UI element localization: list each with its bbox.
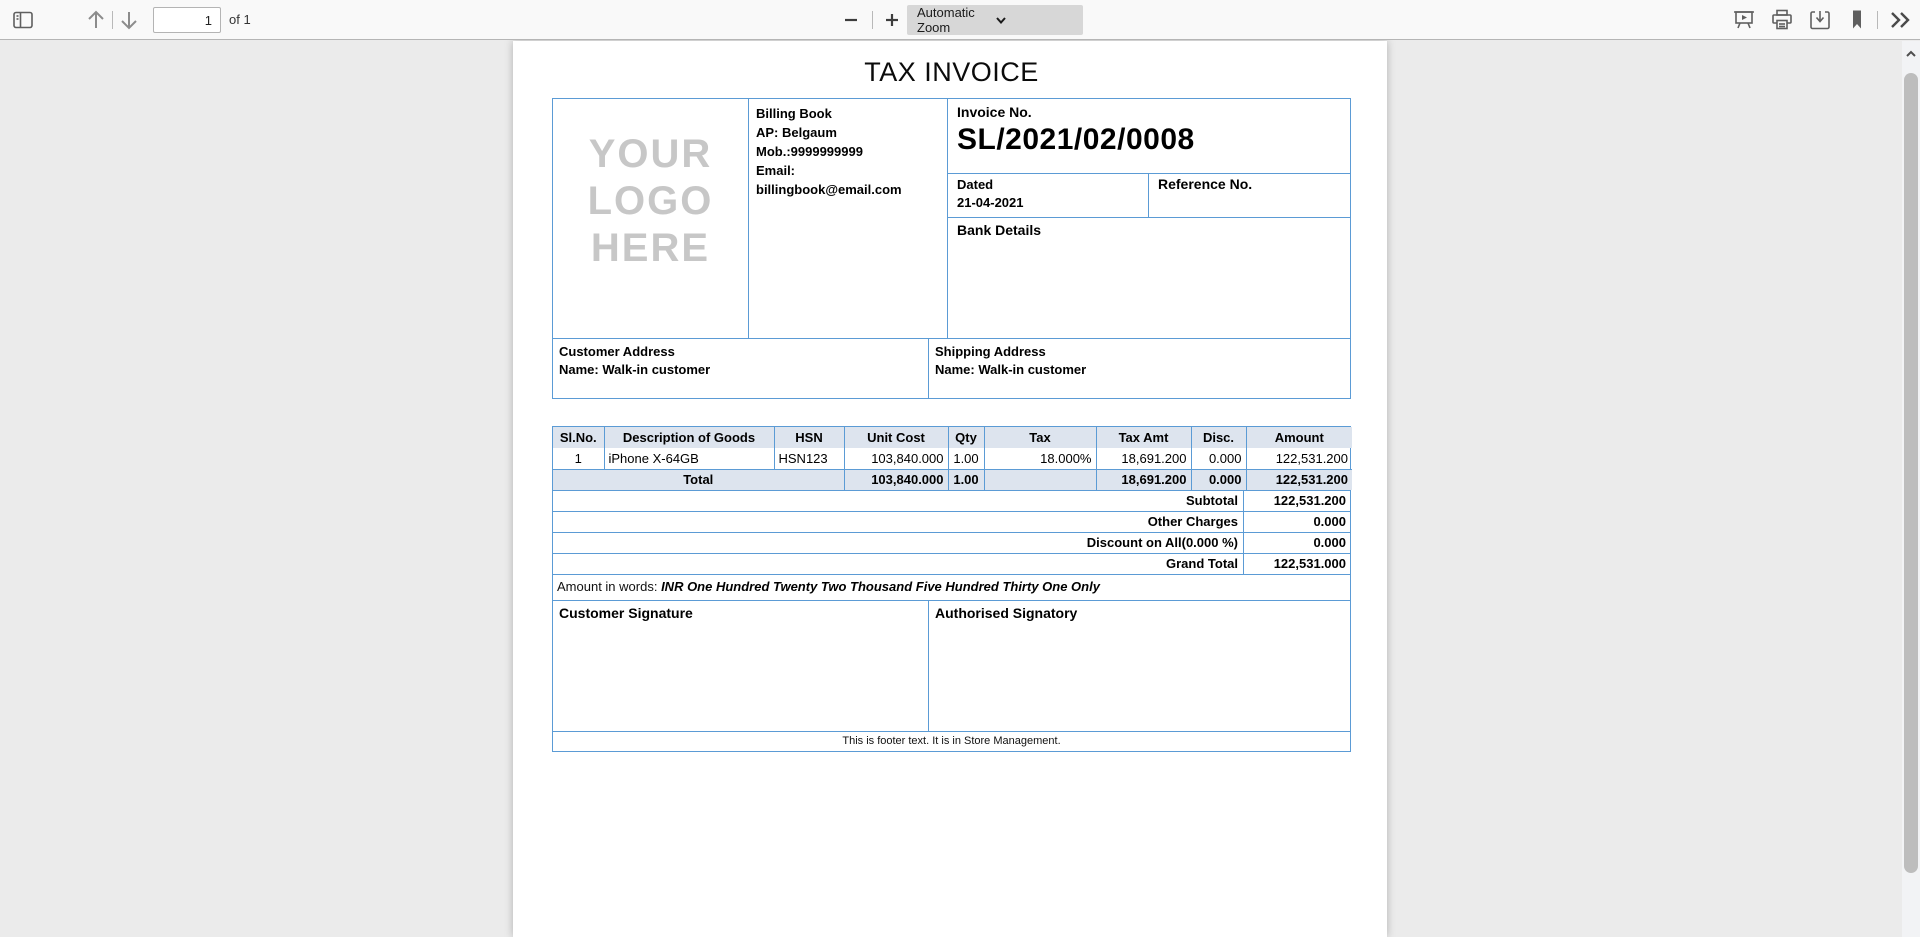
item-qty: 1.00 xyxy=(948,448,984,469)
shipping-address-label: Shipping Address xyxy=(935,344,1046,359)
signature-section xyxy=(553,600,1350,731)
item-tax-amt: 18,691.200 xyxy=(1096,448,1191,469)
download-icon xyxy=(1808,8,1832,32)
total-tax xyxy=(984,469,1096,490)
next-page-button[interactable] xyxy=(115,4,143,36)
summary-value: 122,531.000 xyxy=(1243,554,1350,574)
minus-icon xyxy=(842,11,860,29)
col-header: Amount xyxy=(1246,427,1352,448)
zoom-level-value: Automatic Zoom xyxy=(917,5,975,35)
items-table xyxy=(553,427,1352,490)
summary-value: 0.000 xyxy=(1243,512,1350,532)
items-header-row xyxy=(553,427,1352,448)
shipping-name: Name: Walk-in customer xyxy=(935,362,1087,377)
col-header: Qty xyxy=(948,427,984,448)
more-tools-button[interactable] xyxy=(1884,4,1916,36)
summary-value: 0.000 xyxy=(1243,533,1350,553)
logo-line: HERE xyxy=(590,226,711,270)
summary-label: Subtotal xyxy=(1186,493,1238,508)
sidebar-icon xyxy=(12,9,34,31)
amount-in-words-label: Amount in words: xyxy=(557,579,658,594)
item-disc: 0.000 xyxy=(1191,448,1246,469)
col-header: HSN xyxy=(774,427,844,448)
col-header: Tax Amt xyxy=(1096,427,1191,448)
summary-row xyxy=(553,511,1350,532)
item-tax: 18.000% xyxy=(984,448,1096,469)
bank-details-label: Bank Details xyxy=(957,222,1042,238)
item-description: iPhone X-64GB xyxy=(604,448,774,469)
customer-address-label: Customer Address xyxy=(559,344,675,359)
arrow-down-icon xyxy=(119,9,139,31)
amount-in-words-value: INR One Hundred Twenty Two Thousand Five Hundred Thirty One Only xyxy=(661,579,1100,594)
item-row xyxy=(553,448,1352,469)
zoom-level-select[interactable] xyxy=(907,5,1083,35)
total-label: Total xyxy=(553,469,844,490)
plus-icon xyxy=(883,11,901,29)
scrollbar-thumb[interactable] xyxy=(1904,73,1918,873)
dated-value: 21-04-2021 xyxy=(957,195,1024,210)
total-disc: 0.000 xyxy=(1191,469,1246,490)
toolbar-divider xyxy=(872,11,873,29)
summary-row xyxy=(553,553,1350,574)
invoice-header-block xyxy=(552,98,1351,399)
item-unit-cost: 103,840.000 xyxy=(844,448,948,469)
vertical-scrollbar[interactable] xyxy=(1902,41,1920,937)
col-header: Disc. xyxy=(1191,427,1246,448)
pdf-toolbar xyxy=(0,0,1920,40)
summary-label: Grand Total xyxy=(1166,556,1238,571)
seller-email: billingbook@email.com xyxy=(756,182,902,197)
invoice-number-label: Invoice No. xyxy=(957,104,1032,120)
col-header: Sl.No. xyxy=(553,427,604,448)
seller-details xyxy=(749,99,948,338)
chevron-down-icon xyxy=(995,14,1073,26)
col-header: Tax xyxy=(984,427,1096,448)
reference-number-label: Reference No. xyxy=(1158,176,1253,192)
double-chevron-right-icon xyxy=(1888,10,1912,30)
printer-icon xyxy=(1770,8,1794,32)
seller-name: Billing Book xyxy=(756,106,832,121)
item-hsn: HSN123 xyxy=(774,448,844,469)
logo-placeholder xyxy=(553,99,749,338)
reference-number-cell xyxy=(1149,174,1350,217)
invoice-number-value: SL/2021/02/0008 xyxy=(957,123,1195,156)
seller-mobile: Mob.:9999999999 xyxy=(756,144,863,159)
total-amount: 122,531.200 xyxy=(1246,469,1352,490)
customer-signature-cell xyxy=(553,601,929,731)
amount-in-words-row xyxy=(553,574,1350,600)
authorised-signatory-label: Authorised Signatory xyxy=(935,605,1078,621)
bookmark-icon xyxy=(1847,8,1867,32)
dated-label: Dated xyxy=(957,177,994,192)
previous-page-button[interactable] xyxy=(82,4,110,36)
summary-row xyxy=(553,490,1350,511)
items-total-row xyxy=(553,469,1352,490)
shipping-address-cell xyxy=(929,339,1350,398)
item-slno: 1 xyxy=(574,450,582,466)
toolbar-divider xyxy=(1877,11,1878,29)
toggle-sidebar-button[interactable] xyxy=(8,4,38,36)
col-header: Description of Goods xyxy=(604,427,774,448)
logo-line: YOUR xyxy=(588,132,713,176)
logo-line: LOGO xyxy=(587,179,714,223)
zoom-out-button[interactable] xyxy=(836,4,866,36)
customer-address-cell xyxy=(553,339,929,398)
arrow-up-icon xyxy=(86,9,106,31)
invoice-body-block xyxy=(552,426,1351,752)
page-count-label: of 1 xyxy=(229,12,251,27)
col-header: Unit Cost xyxy=(844,427,948,448)
bank-details-cell xyxy=(948,218,1350,338)
current-view-button[interactable] xyxy=(1842,4,1872,36)
invoice-footer: This is footer text. It is in Store Management. xyxy=(553,731,1350,751)
viewer-area xyxy=(0,41,1920,937)
download-button[interactable] xyxy=(1804,4,1836,36)
invoice-title: TAX INVOICE xyxy=(864,57,1039,87)
customer-name: Name: Walk-in customer xyxy=(559,362,711,377)
total-qty: 1.00 xyxy=(948,469,984,490)
invoice-number-cell xyxy=(948,99,1350,174)
total-unit-cost: 103,840.000 xyxy=(844,469,948,490)
seller-address: AP: Belgaum xyxy=(756,125,837,140)
seller-email-label: Email: xyxy=(756,163,796,178)
print-button[interactable] xyxy=(1766,4,1798,36)
pdf-page xyxy=(513,41,1387,937)
summary-label: Discount on All(0.000 %) xyxy=(1086,535,1238,550)
page-number-input[interactable] xyxy=(153,7,221,33)
toolbar-divider xyxy=(112,11,113,29)
authorised-signatory-cell xyxy=(929,601,1350,731)
scroll-up-icon[interactable] xyxy=(1902,47,1920,63)
customer-signature-label: Customer Signature xyxy=(559,605,693,621)
summary-label: Other Charges xyxy=(1147,514,1238,529)
presentation-icon xyxy=(1732,8,1756,32)
dated-cell xyxy=(948,174,1149,217)
total-tax-amt: 18,691.200 xyxy=(1096,469,1191,490)
zoom-in-button[interactable] xyxy=(877,4,907,36)
item-amount: 122,531.200 xyxy=(1246,448,1352,469)
summary-row xyxy=(553,532,1350,553)
presentation-mode-button[interactable] xyxy=(1728,4,1760,36)
summary-value: 122,531.200 xyxy=(1243,491,1350,511)
